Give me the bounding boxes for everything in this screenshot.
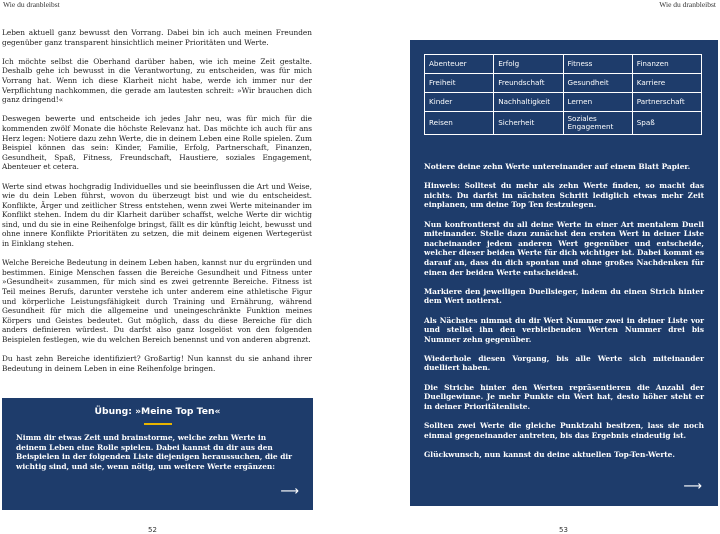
table-row (425, 93, 702, 112)
exercise-box (2, 398, 313, 510)
values-table (424, 54, 702, 135)
table-cell: Freiheit (425, 74, 494, 93)
left-page-body (2, 28, 312, 383)
exercise-text: Nimm dir etwas Zeit und brainstorme, welche zehn Werte in deinem Leben eine Rolle spielen. Dabei kannst du dir aus den Beispielen in der folgenden Liste diejenigen heraussuchen, die dir wichtig sind, und sie, wenn nötig, um weitere Werte ergänzen: (16, 433, 293, 471)
paragraph: Glückwunsch, nun kannst du deine aktuellen Top-Ten-Werte. (424, 449, 675, 459)
table-cell: Reisen (425, 112, 494, 135)
page-number-right: 53 (559, 526, 568, 534)
paragraph: Hinweis: Solltest du mehr als zehn Werte finden, so macht das nichts. Du darfst im nächsten Schritt lediglich etwas mehr Zeit einplanen, um deine Top Ten festzulegen. (424, 181, 704, 210)
table-row (425, 55, 702, 74)
table-row (425, 112, 702, 135)
table-cell: Erfolg (494, 55, 563, 74)
table-row (425, 74, 702, 93)
table-cell: Partnerschaft (632, 93, 701, 112)
table-cell: Gesundheit (563, 74, 632, 93)
paragraph: Nun konfrontierst du all deine Werte in einer Art mentalem Duell miteinander. Stelle dazu zunächst den ersten Wert in deiner Liste nacheinander jedem anderen Wert gegenüber und entscheide, welcher dieser beiden Werte für dich wichtiger ist. Dabei kommt es darauf an, dass du dich spontan und ohne großes Nachdenken für einen der beiden Werte entscheidest. (424, 219, 704, 277)
table-cell: Fitness (563, 55, 632, 74)
paragraph: Sollten zwei Werte die gleiche Punktzahl besitzen, lass sie noch einmal gegeneinander antreten, bis das Ergebnis eindeutig ist. (424, 421, 704, 440)
continue-arrow-icon: ⟶ (683, 479, 702, 494)
paragraph: Ich möchte selbst die Oberhand darüber haben, wie ich meine Zeit gestalte. Deshalb gehe ich bewusst in die Verantwortung, zu entscheiden, was für mich Vorrang hat. Wenn ich diese Klarheit nicht habe, werde ich immer nur der Verpflichtung nachkommen, die gerade am lautesten schreit: »Wir brauchen dich ganz dringend!« (2, 56, 312, 105)
exercise-continuation-box (410, 40, 718, 506)
paragraph: Notiere deine zehn Werte untereinander auf einem Blatt Papier. (424, 162, 691, 171)
paragraph: Die Striche hinter den Werten repräsentieren die Anzahl der Duellgewinne. Je mehr Punkte ein Wert hat, desto höher steht er in deiner Prioritätenliste. (424, 382, 704, 411)
table-cell: Karriere (632, 74, 701, 93)
title-underline (144, 423, 172, 425)
table-cell: Sicherheit (494, 112, 563, 135)
table-cell: Kinder (425, 93, 494, 112)
table-cell: Finanzen (632, 55, 701, 74)
table-cell: Spaß (632, 112, 701, 135)
paragraph: Du hast zehn Bereiche identifiziert? Großartig! Nun kannst du sie anhand ihrer Bedeutung in deinem Leben in eine Reihenfolge bringen. (2, 354, 312, 373)
paragraph: Wiederhole diesen Vorgang, bis alle Werte sich miteinander duelliert haben. (424, 353, 704, 373)
table-cell: Freundschaft (494, 74, 563, 93)
table-cell: Soziales Engagement (563, 112, 632, 135)
page-number-left: 52 (148, 526, 157, 534)
paragraph: Markiere den jeweiligen Duellsieger, indem du einen Strich hinter dem Wert notierst. (424, 286, 704, 306)
table-cell: Nachhaltigkeit (494, 93, 563, 112)
paragraph: Als Nächstes nimmst du dir Wert Nummer zwei in deiner Liste vor und stellst ihn den verbleibenden Werten Nummer drei bis Nummer zehn gegenüber. (424, 315, 704, 344)
paragraph: Leben aktuell ganz bewusst den Vorrang. Dabei bin ich auch meinen Freunden gegenüber ganz transparent hinsichtlich meiner Prioritäten und Werte. (2, 28, 312, 47)
instructions (424, 162, 704, 469)
paragraph: Deswegen bewerte und entscheide ich jedes Jahr neu, was für mich für die kommenden zwölf Monate die höchste Relevanz hat. Das möchte ich auch für ans Herz legen: Notiere dazu zehn Werte, die in deinem Leben eine Rolle spielen. Zum Beispiel können das sein: Kinder, Familie, Erfolg, Partnerschaft, Finanzen, Gesundheit, Spaß, Fitness, Freundschaft, Haustiere, soziales Engagement, Abenteuer et cetera. (2, 114, 312, 172)
table-cell: Abenteuer (425, 55, 494, 74)
running-head-right: Wie du dranbleibst (659, 0, 716, 9)
paragraph: Welche Bereiche Bedeutung in deinem Leben haben, kannst nur du ergründen und bestimmen. Einige Menschen fassen die Bereiche Gesundheit und Fitness unter »Gesundheit« zusammen, für mich sind es zwei getrennte Bereiche. Fitness ist Teil meines Berufs, darunter verstehe ich unter anderem eine athletische Figur und körperliche Leistungsfähigkeit durch Training und Ernährung, während Gesundheit für mich die allgemeine und uneingeschränkte Funktion meines Körpers und Geistes bedeutet. Gut möglich, dass du diese Bereiche für dich anders definieren würdest. Du darfst also ganz losgelöst von den folgenden Beispielen festlegen, wie du welchen Bereich benennst und von anderen abgrenzt. (2, 258, 312, 344)
table-cell: Lernen (563, 93, 632, 112)
continue-arrow-icon: ⟶ (280, 484, 299, 499)
paragraph: Werte sind etwas hochgradig Individuelles und sie beeinflussen die Art und Weise, wie du dein Leben führst, wovon du überzeugt bist und wie du entscheidest. Konflikte, Ärger und zeitlicher Stress entstehen, wenn zwei Werte miteinander im Konflikt stehen. Indem du dir Klarheit darüber schaffst, welche Werte dir wichtig sind, und du sie in eine Reihenfolge bringst, fällt es dir künftig leicht, bewusst und ohne innere Konflikte Prioritäten zu setzen, die mit deinem eigenen Wertegerüst in Einklang stehen. (2, 181, 312, 249)
exercise-title: Übung: »Meine Top Ten« (94, 406, 221, 417)
running-head-left: Wie du dranbleibst (3, 0, 60, 9)
